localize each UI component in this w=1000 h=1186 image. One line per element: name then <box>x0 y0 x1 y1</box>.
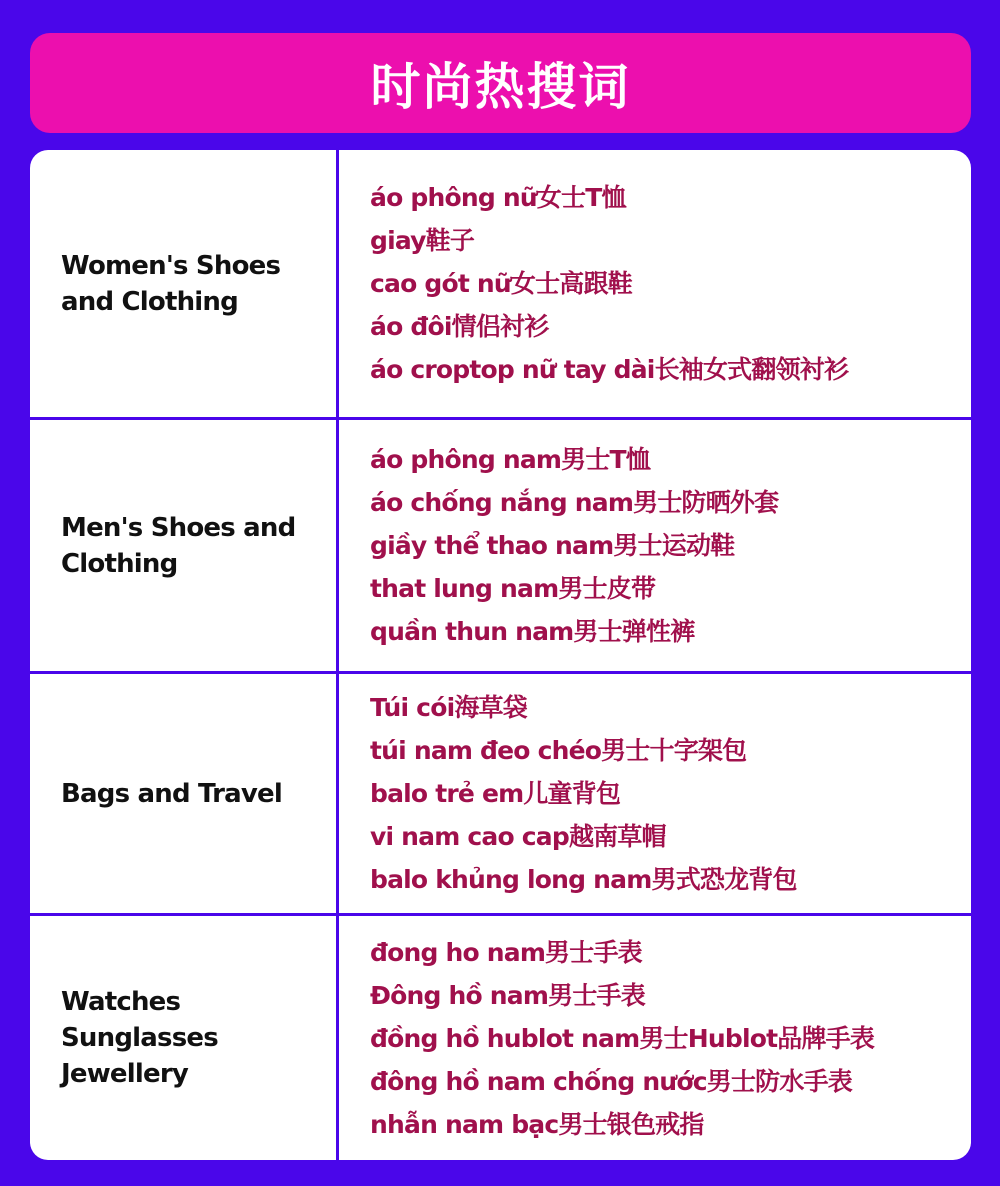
column-divider <box>336 150 339 1160</box>
term-list <box>336 916 971 1160</box>
search-term[interactable]: áo croptop nữ tay dài长袖女式翻领衬衫 <box>370 355 849 384</box>
table-row-bags <box>30 674 971 913</box>
search-term[interactable]: áo đôi情侣衬衫 <box>370 312 549 341</box>
search-term[interactable]: balo trẻ em儿童背包 <box>370 779 621 808</box>
search-term[interactable]: vi nam cao cap越南草帽 <box>370 822 666 851</box>
category-label: Bags and Travel <box>61 778 282 809</box>
term-list <box>336 150 971 417</box>
table-row-mens <box>30 420 971 671</box>
table-row-watches <box>30 916 971 1160</box>
search-term[interactable]: balo khủng long nam男式恐龙背包 <box>370 865 797 894</box>
category-label: Men's Shoes and Clothing <box>61 512 296 579</box>
title-banner <box>30 33 971 133</box>
search-term[interactable]: túi nam đeo chéo男士十字架包 <box>370 736 747 765</box>
category-label: Watches Sunglasses Jewellery <box>61 987 218 1089</box>
search-term[interactable]: nhẫn nam bạc男士银色戒指 <box>370 1109 704 1139</box>
search-term[interactable]: giay鞋子 <box>370 226 475 255</box>
keyword-table <box>30 150 971 1160</box>
term-list <box>336 420 971 671</box>
search-term[interactable]: đông hồ nam chống nước男士防水手表 <box>370 1066 852 1096</box>
search-term[interactable]: Túi cói海草袋 <box>370 693 527 722</box>
term-list <box>336 674 971 913</box>
search-term[interactable]: áo phông nam男士T恤 <box>370 445 650 474</box>
table-row-womens <box>30 150 971 417</box>
search-term[interactable]: đong ho nam男士手表 <box>370 937 642 967</box>
search-term[interactable]: áo chống nắng nam男士防晒外套 <box>370 488 779 517</box>
search-term[interactable]: áo phông nữ女士T恤 <box>370 183 626 212</box>
search-term[interactable]: quần thun nam男士弹性裤 <box>370 617 695 646</box>
search-term[interactable]: Đông hồ nam男士手表 <box>370 980 645 1010</box>
search-term[interactable]: đồng hồ hublot nam男士Hublot品牌手表 <box>370 1023 875 1053</box>
page-title: 时尚热搜词 <box>370 58 631 116</box>
category-label: Women's Shoes and Clothing <box>61 250 281 317</box>
search-term[interactable]: giầy thể thao nam男士运动鞋 <box>370 531 735 560</box>
search-term[interactable]: that lung nam男士皮带 <box>370 574 656 603</box>
search-term[interactable]: cao gót nữ女士高跟鞋 <box>370 269 632 298</box>
